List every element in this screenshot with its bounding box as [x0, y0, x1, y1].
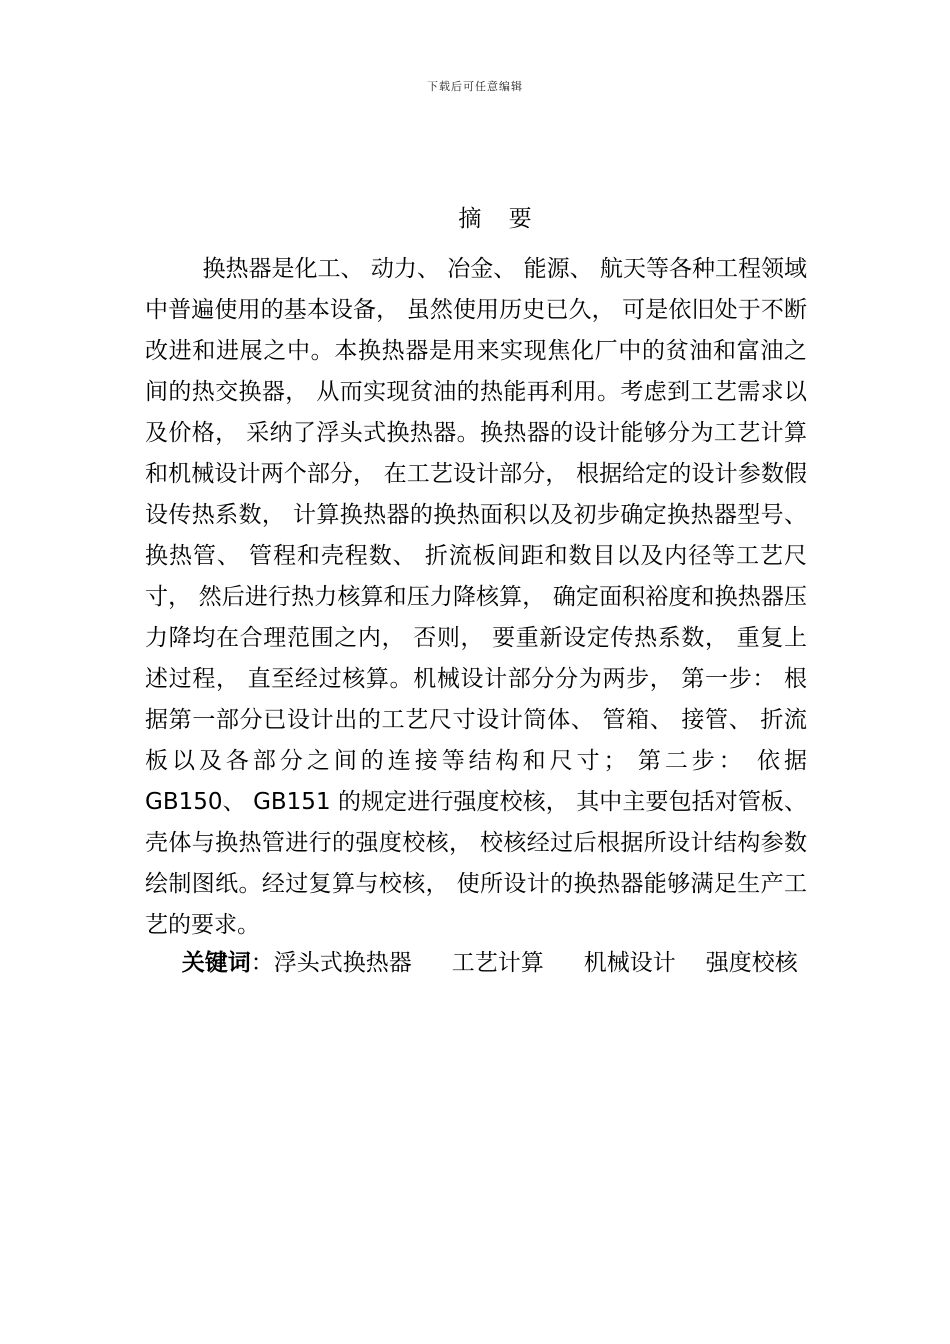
abstract-title: 摘 要 [458, 206, 542, 232]
abstract-body: 换热器是化工、 动力、 冶金、 能源、 航天等各种工程领域中普遍使用的基本设备， 虽然使用历史已久， 可是依旧处于不断改进和进展之中。本换热器是用来实现焦化厂中的贫油和富油之间的热交换器， 从而实现贫油的热能再利用。考虑到工艺需求以及价格， 采纳了浮头式换热器。换热器的设计能够分为工艺计算和机械设计两个部分， 在工艺设计部分， 根据给定的设计参数假设传热系数， 计算换热器的换热面积以及初步确定换热器型号、 换热管、 管程和壳程数、 折流板间距和数目以及内径等工艺尺寸， 然后进行热力核算和压力降核算， 确定面积裕度和换热器压力降均在合理范围之内， 否则， 要重新设定传热系数， 重复上述过程， 直至经过核算。机械设计部分分为两步， 第一步： 根据第一部分已设计出的工艺尺寸设计筒体、 管箱、 接管、 折流板以及各部分之间的连接等结构和尺寸； 第二步： 依据 GB150、 GB151 的规定进行强度校核， 其中主要包括对管板、 壳体与换热管进行的强度校核， 校核经过后根据所设计结构参数绘制图纸。经过复算与校核， 使所设计的换热器能够满足生产工艺的要求。 [145, 256, 807, 938]
keywords-separator: ： [250, 950, 274, 976]
keyword-item: 浮头式换热器 [273, 950, 412, 976]
keyword-item: 工艺计算 [451, 950, 544, 976]
page-header: 下载后可任意编辑 [427, 80, 523, 93]
keywords-label: 关键词 [181, 950, 251, 976]
keyword-item: 强度校核 [705, 950, 798, 976]
keywords-line [145, 943, 807, 984]
keyword-item: 机械设计 [583, 950, 676, 976]
